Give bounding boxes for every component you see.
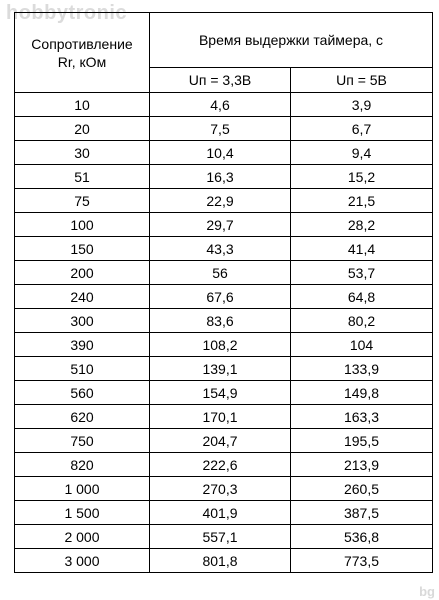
- table-row: [15, 549, 433, 573]
- resistance-cell: 2 000: [15, 525, 150, 549]
- resistance-cell: 51: [15, 165, 150, 189]
- time-3v3-cell: 108,2: [150, 333, 291, 357]
- time-3v3-cell: 29,7: [150, 213, 291, 237]
- watermark-logo: hobbytronic: [6, 2, 128, 24]
- table-row: [15, 261, 433, 285]
- time-5v-cell: 21,5: [291, 189, 433, 213]
- time-3v3-cell: 557,1: [150, 525, 291, 549]
- time-3v3-cell: 270,3: [150, 477, 291, 501]
- timer-table: [14, 12, 433, 573]
- table-row: [15, 357, 433, 381]
- time-5v-cell: 53,7: [291, 261, 433, 285]
- resistance-cell: 30: [15, 141, 150, 165]
- table-row: [15, 405, 433, 429]
- time-3v3-cell: 16,3: [150, 165, 291, 189]
- time-3v3-cell: 43,3: [150, 237, 291, 261]
- time-3v3-cell: 801,8: [150, 549, 291, 573]
- time-5v-cell: 6,7: [291, 117, 433, 141]
- resistance-cell: 100: [15, 213, 150, 237]
- time-3v3-cell: 401,9: [150, 501, 291, 525]
- table-row: [15, 381, 433, 405]
- table-row: [15, 501, 433, 525]
- table-row: [15, 93, 433, 117]
- time-5v-cell: 260,5: [291, 477, 433, 501]
- table-row: [15, 213, 433, 237]
- table-row: [15, 477, 433, 501]
- time-5v-cell: 387,5: [291, 501, 433, 525]
- time-5v-cell: 15,2: [291, 165, 433, 189]
- resistance-cell: 240: [15, 285, 150, 309]
- resistance-cell: 1 000: [15, 477, 150, 501]
- resistance-header-line1: Сопротивление: [31, 35, 133, 52]
- resistance-cell: 150: [15, 237, 150, 261]
- time-5v-cell: 195,5: [291, 429, 433, 453]
- resistance-cell: 750: [15, 429, 150, 453]
- time-3v3-cell: 139,1: [150, 357, 291, 381]
- resistance-header: [15, 13, 150, 93]
- table-row: [15, 429, 433, 453]
- time-5v-cell: 133,9: [291, 357, 433, 381]
- time-5v-cell: 64,8: [291, 285, 433, 309]
- table-row: [15, 333, 433, 357]
- time-3v3-cell: 56: [150, 261, 291, 285]
- time-5v-cell: 213,9: [291, 453, 433, 477]
- time-3v3-cell: 7,5: [150, 117, 291, 141]
- table-row: [15, 165, 433, 189]
- resistance-cell: 75: [15, 189, 150, 213]
- voltage-5v-header: Uп = 5В: [291, 68, 433, 93]
- time-5v-cell: 3,9: [291, 93, 433, 117]
- table-row: [15, 117, 433, 141]
- time-5v-cell: 41,4: [291, 237, 433, 261]
- voltage-3v3-header: Uп = 3,3В: [150, 68, 291, 93]
- time-3v3-cell: 22,9: [150, 189, 291, 213]
- time-5v-cell: 163,3: [291, 405, 433, 429]
- resistance-cell: 510: [15, 357, 150, 381]
- time-5v-cell: 9,4: [291, 141, 433, 165]
- resistance-cell: 200: [15, 261, 150, 285]
- time-5v-cell: 80,2: [291, 309, 433, 333]
- time-3v3-cell: 4,6: [150, 93, 291, 117]
- time-5v-cell: 149,8: [291, 381, 433, 405]
- table-row: [15, 141, 433, 165]
- table-row: [15, 453, 433, 477]
- resistance-cell: 20: [15, 117, 150, 141]
- table-row: [15, 237, 433, 261]
- time-5v-cell: 104: [291, 333, 433, 357]
- resistance-cell: 1 500: [15, 501, 150, 525]
- table-row: [15, 309, 433, 333]
- time-5v-cell: 536,8: [291, 525, 433, 549]
- resistance-header-line2: Rr, кОм: [57, 53, 107, 70]
- resistance-cell: 560: [15, 381, 150, 405]
- time-3v3-cell: 67,6: [150, 285, 291, 309]
- time-3v3-cell: 222,6: [150, 453, 291, 477]
- table-row: [15, 189, 433, 213]
- table-row: [15, 285, 433, 309]
- table-row: [15, 525, 433, 549]
- resistance-cell: 3 000: [15, 549, 150, 573]
- resistance-cell: 300: [15, 309, 150, 333]
- time-5v-cell: 28,2: [291, 213, 433, 237]
- time-3v3-cell: 170,1: [150, 405, 291, 429]
- resistance-cell: 10: [15, 93, 150, 117]
- header-row: [15, 13, 433, 68]
- resistance-cell: 620: [15, 405, 150, 429]
- time-5v-cell: 773,5: [291, 549, 433, 573]
- delay-time-header: Время выдержки таймера, с: [150, 13, 433, 68]
- resistance-cell: 820: [15, 453, 150, 477]
- resistance-cell: 390: [15, 333, 150, 357]
- time-3v3-cell: 204,7: [150, 429, 291, 453]
- watermark-corner: bg: [419, 584, 435, 599]
- time-3v3-cell: 10,4: [150, 141, 291, 165]
- table-body: [15, 93, 433, 573]
- time-3v3-cell: 83,6: [150, 309, 291, 333]
- time-3v3-cell: 154,9: [150, 381, 291, 405]
